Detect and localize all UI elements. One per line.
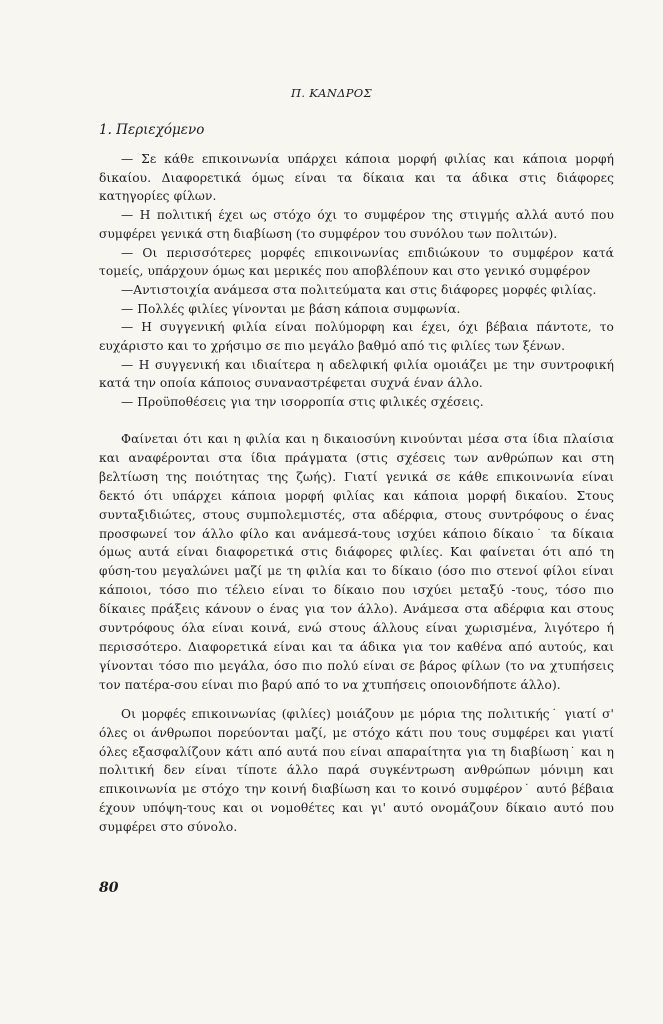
summary-item: — Σε κάθε επικοινωνία υπάρχει κάποια μορφή φιλίας και κάποια μορφή δικαίου. Διαφορετικά όμως είναι τα δίκαια και τα άδικα στις διάφορες κατηγορίες φίλων.	[99, 152, 614, 204]
body-text	[99, 430, 614, 847]
summary-item: — Προϋποθέσεις για την ισορροπία στις φιλικές σχέσεις.	[121, 395, 484, 410]
body-paragraph: Οι μορφές επικοινωνίας (φιλίες) μοιάζουν με μόρια της πολιτικής˙ γιατί σ' όλες οι άνθρωποι πορεύονται μαζί, με στόχο κάτι που τους συμφέρει και γιατί όλες εξασφαλίζουν κάτι από αυτά που είναι απαραίτητα για τη διαβίωση˙ και η πολιτική δεν είναι τίποτε άλλο παρά συγκέντρωση ανθρώπων μόνιμη και επικοινωνία με στόχο την κοινή διαβίωση και το κοινό συμφέρον˙ αυτό βέβαια έχουν υπόψη-τους και οι νομοθέτες και γι' αυτό ονομάζουν δίκαιο αυτό που συμφέρει στο σύνολο.	[99, 706, 614, 835]
summary-item: — Πολλές φιλίες γίνονται με βάση κάποια συμφωνία.	[121, 301, 461, 316]
summary-list	[99, 150, 614, 412]
page-number: 80	[99, 880, 119, 896]
summary-item: — Η συγγενική φιλία είναι πολύμορφη και έχει, όχι βέβαια πάντοτε, το ευχάριστο και το χρήσιμο σε πιο μεγάλο βαθμό από τις φιλίες των ξένων.	[99, 320, 614, 354]
body-paragraph: Φαίνεται ότι και η φιλία και η δικαιοσύνη κινούνται μέσα στα ίδια πλαίσια και αναφέρονται στα ίδια πράγματα (στις σχέσεις των ανθρώπων και στη βελτίωση της ποιότητας της ζωής). Γιατί γενικά σε κάθε επικοινωνία είναι δεκτό ότι υπάρχει κάποια μορφή φιλίας και κάποια μορφή δικαίου. Στους συνταξιδιώτες, στους συμπολεμιστές, στα αδέρφια, στους συντρόφους ο ένας προσφωνεί τον άλλο φίλο και ανάμεσά-τους ισχύει κάποιο δίκαιο˙ τα δίκαια όμως αυτά είναι διαφορετικά στις διάφορες φιλίες. Και φαίνεται ότι από τη φύση-του μεγαλώνει μαζί με τη φιλία και το δίκαιο (όσο πιο στενοί φίλοι είναι κάποιοι, τόσο πιο τέλειο είναι το δίκαιο που ισχύει μεταξύ -τους, τόσο πιο δίκαιες πράξεις κάνουν ο ένας για τον άλλο). Ανάμεσα στα αδέρφια και στους συντρόφους όλα είναι κοινά, ενώ στους άλλους είναι χωρισμένα, λιγότερο ή περισσότερο. Διαφορετικά είναι και τα άδικα για τον καθένα από αυτούς, και γίνονται τόσο πιο μεγάλα, όσο πιο πολύ είναι σε βάρος φίλων (το να χτυπήσεις τον πατέρα-σου είναι πιο βαρύ από το να χτυπήσεις οποιονδήποτε άλλο).	[99, 432, 614, 692]
summary-item: — Η πολιτική έχει ως στόχο όχι το συμφέρον της στιγμής αλλά αυτό που συμφέρει γενικά στη διαβίωση (το συμφέρον του συνόλου των πολιτών).	[99, 208, 614, 241]
summary-item: —Αντιστοιχία ανάμεσα στα πολιτεύματα και στις διάφορες μορφές φιλίας.	[121, 282, 597, 297]
summary-item: — Οι περισσότερες μορφές επικοινωνίας επιδιώκουν το συμφέρον κατά τομείς, υπάρχουν όμως και μερικές που αποβλέπουν και στο γενικό συμφέρον	[99, 245, 614, 279]
running-head: Π. ΚΑΝΔΡΟΣ	[291, 86, 372, 100]
summary-item: — Η συγγενική και ιδιαίτερα η αδελφική φιλία ομοιάζει με την συντροφική κατά την οποία κάποιος συναναστρέφεται συχνά έναν άλλο.	[99, 357, 614, 391]
section-title: 1. Περιεχόμενο	[99, 122, 205, 138]
